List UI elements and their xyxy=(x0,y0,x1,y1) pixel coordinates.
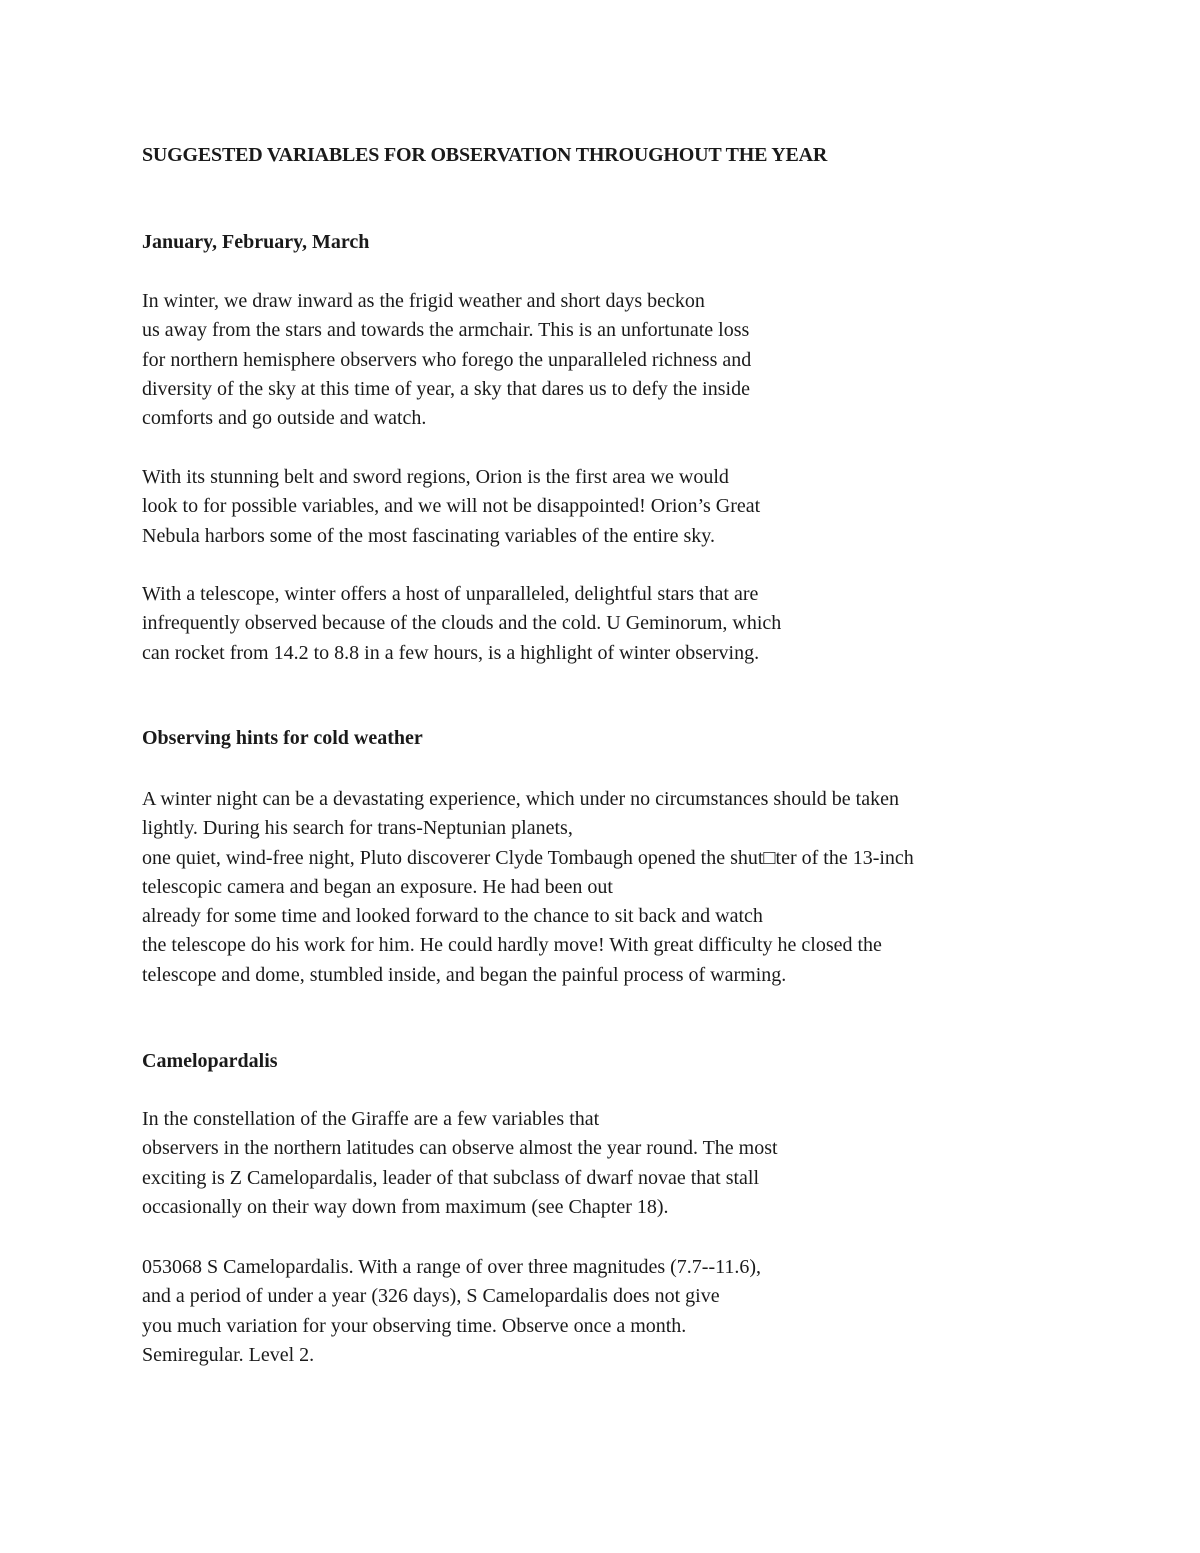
section-heading-cold-weather: Observing hints for cold weather xyxy=(142,727,423,749)
text-line: for northern hemisphere observers who forego the unparalleled richness and xyxy=(142,348,752,371)
paragraph-telescope-winter xyxy=(142,580,781,668)
text-line: one quiet, wind-free night, Pluto discoverer Clyde Tombaugh opened the shut□ter of the 13-inch xyxy=(142,846,914,869)
text-line: exciting is Z Camelopardalis, leader of that subclass of dwarf novae that stall xyxy=(142,1166,760,1189)
text-line: Nebula harbors some of the most fascinating variables of the entire sky. xyxy=(142,524,715,547)
text-line: look to for possible variables, and we will not be disappointed! Orion’s Great xyxy=(142,495,761,518)
text-line: comforts and go outside and watch. xyxy=(142,407,427,430)
text-line: A winter night can be a devastating experience, which under no circumstances should be taken xyxy=(142,788,899,810)
text-line: In winter, we draw inward as the frigid weather and short days beckon xyxy=(142,290,705,312)
text-line: the telescope do his work for him. He could hardly move! With great difficulty he closed the xyxy=(142,934,882,957)
text-line: us away from the stars and towards the armchair. This is an unfortunate loss xyxy=(142,319,750,342)
text-line: In the constellation of the Giraffe are a few variables that xyxy=(142,1108,600,1130)
text-line: and a period of under a year (326 days), S Camelopardalis does not give xyxy=(142,1285,720,1308)
text-line: already for some time and looked forward to the chance to sit back and watch xyxy=(142,905,763,928)
text-line: telescopic camera and began an exposure. He had been out xyxy=(142,875,613,898)
paragraph-giraffe xyxy=(142,1105,778,1222)
text-line: telescope and dome, stumbled inside, and began the painful process of warming. xyxy=(142,963,787,986)
paragraph-tombaugh xyxy=(142,785,914,990)
paragraph-winter-intro xyxy=(142,287,751,433)
text-line: occasionally on their way down from maximum (see Chapter 18). xyxy=(142,1195,669,1218)
paragraph-s-camelopardalis xyxy=(142,1253,761,1370)
text-line: lightly. During his search for trans-Neptunian planets, xyxy=(142,817,573,840)
section-heading-winter-months: January, February, March xyxy=(142,231,370,253)
text-line: you much variation for your observing time. Observe once a month. xyxy=(142,1314,687,1337)
document-title: SUGGESTED VARIABLES FOR OBSERVATION THROUGHOUT THE YEAR xyxy=(142,144,828,166)
text-line: infrequently observed because of the clouds and the cold. U Geminorum, which xyxy=(142,612,782,635)
text-line: can rocket from 14.2 to 8.8 in a few hours, is a highlight of winter observing. xyxy=(142,641,760,664)
section-heading-camelopardalis: Camelopardalis xyxy=(142,1050,278,1072)
paragraph-orion xyxy=(142,463,760,551)
text-line: diversity of the sky at this time of year, a sky that dares us to defy the inside xyxy=(142,377,750,400)
text-line: With its stunning belt and sword regions, Orion is the first area we would xyxy=(142,466,729,488)
text-line: 053068 S Camelopardalis. With a range of over three magnitudes (7.7--11.6), xyxy=(142,1256,762,1278)
text-line: observers in the northern latitudes can observe almost the year round. The most xyxy=(142,1137,778,1160)
text-line: Semiregular. Level 2. xyxy=(142,1343,315,1366)
text-line: With a telescope, winter offers a host of unparalleled, delightful stars that are xyxy=(142,583,759,605)
